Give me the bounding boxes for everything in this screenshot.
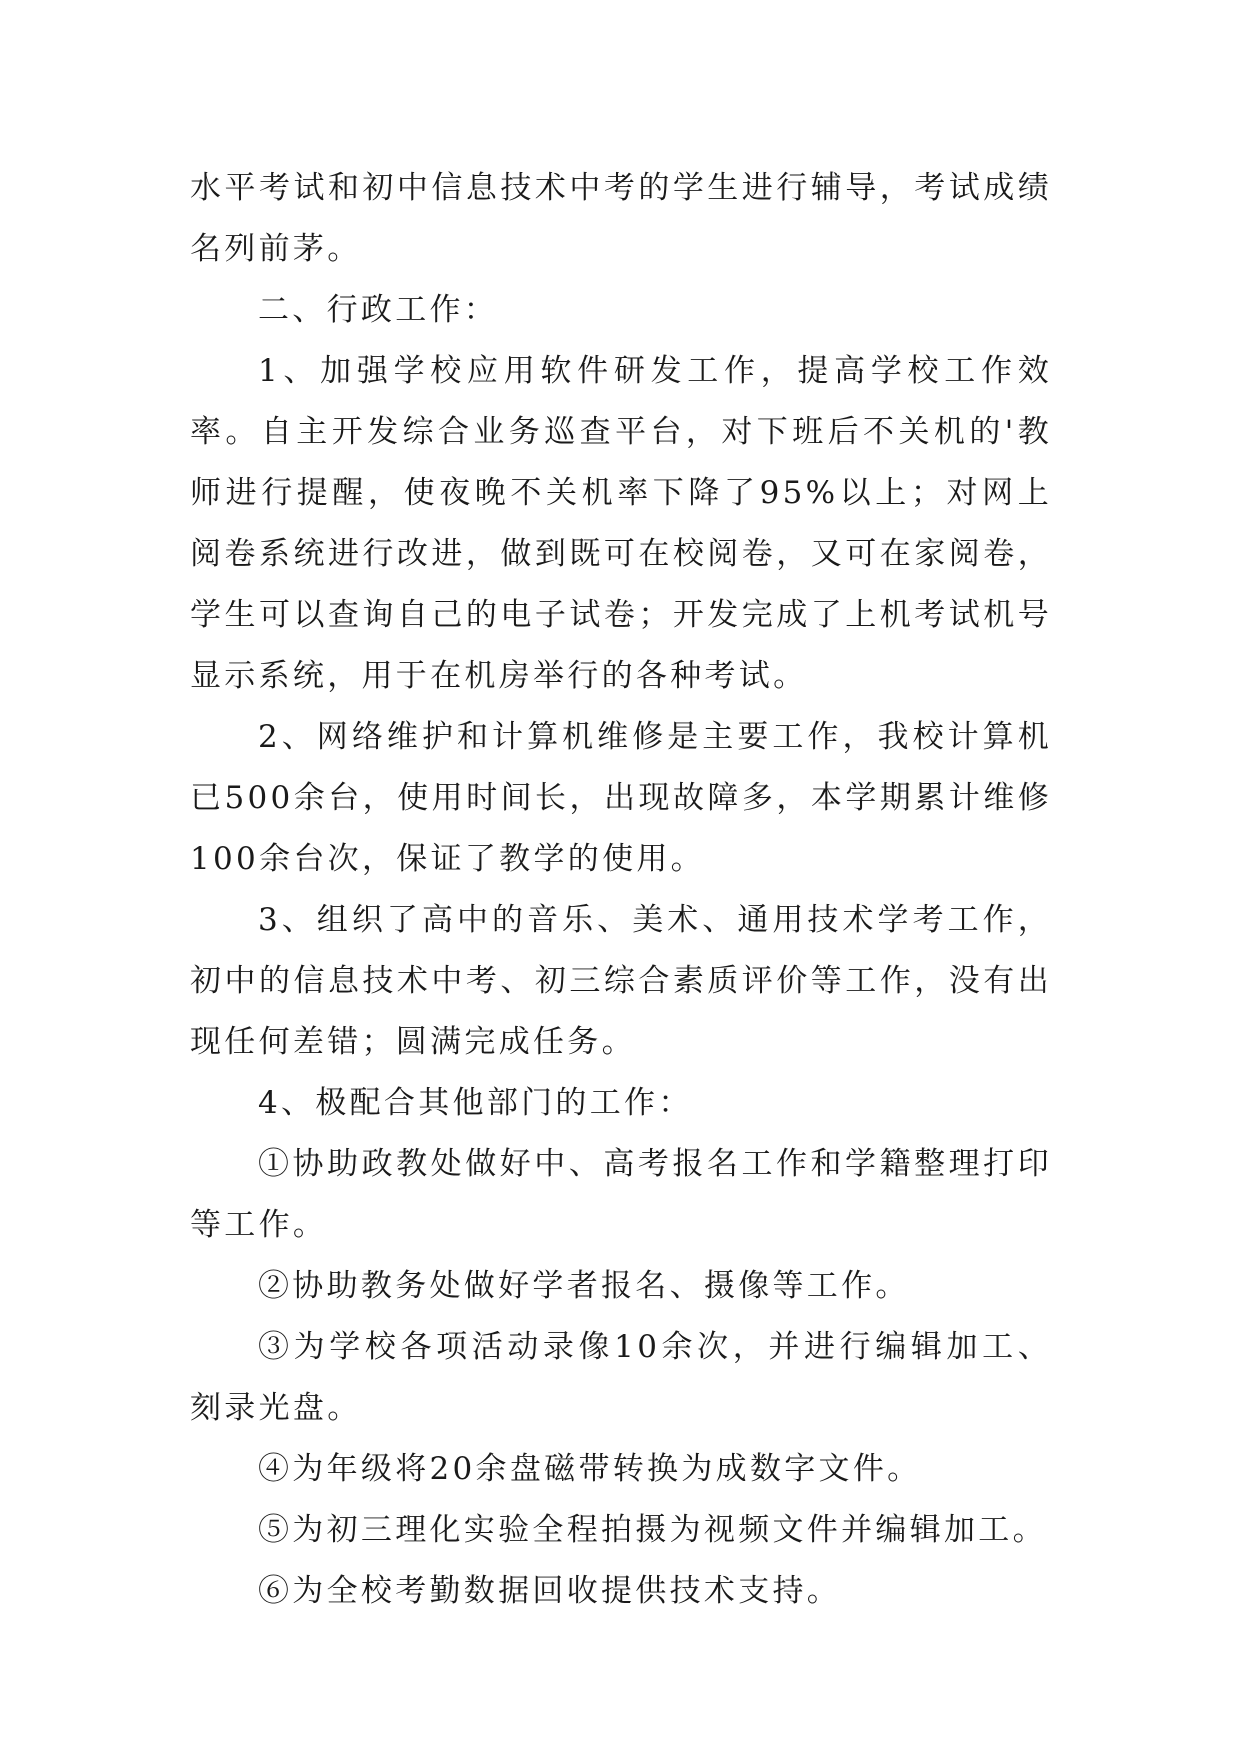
- paragraph-item-3: 3、组织了高中的音乐、美术、通用技术学考工作，初中的信息技术中考、初三综合素质评价等工作，没有出现任何差错；圆满完成任务。: [190, 902, 1052, 1060]
- paragraph-item-4: 4、极配合其他部门的工作：: [258, 1085, 693, 1121]
- list-item-circled-3: ③为学校各项活动录像10余次，并进行编辑加工、刻录光盘。: [190, 1329, 1052, 1426]
- list-item-circled-6: ⑥为全校考勤数据回收提供技术支持。: [258, 1573, 842, 1609]
- paragraph-item-1: 1、加强学校应用软件研发工作，提高学校工作效率。自主开发综合业务巡查平台，对下班后不关机的'教师进行提醒，使夜晚不关机率下降了95%以上；对网上阅卷系统进行改进，做到既可在校阅卷，又可在家阅卷，学生可以查询自己的电子试卷；开发完成了上机考试机号显示系统，用于在机房举行的各种考试。: [190, 353, 1052, 694]
- paragraph-item-2: 2、网络维护和计算机维修是主要工作，我校计算机已500余台，使用时间长，出现故障多，本学期累计维修100余台次，保证了教学的使用。: [190, 719, 1052, 877]
- section-heading-admin-work: 二、行政工作：: [258, 292, 499, 328]
- list-item-circled-4: ④为年级将20余盘磁带转换为成数字文件。: [258, 1451, 922, 1487]
- list-item-circled-1: ①协助政教处做好中、高考报名工作和学籍整理打印等工作。: [190, 1146, 1052, 1243]
- list-item-circled-5: ⑤为初三理化实验全程拍摄为视频文件并编辑加工。: [258, 1512, 1047, 1548]
- list-item-circled-2: ②协助教务处做好学者报名、摄像等工作。: [258, 1268, 910, 1304]
- paragraph-continuation: 水平考试和初中信息技术中考的学生进行辅导，考试成绩名列前茅。: [190, 170, 1052, 267]
- document-body: [190, 158, 1052, 1622]
